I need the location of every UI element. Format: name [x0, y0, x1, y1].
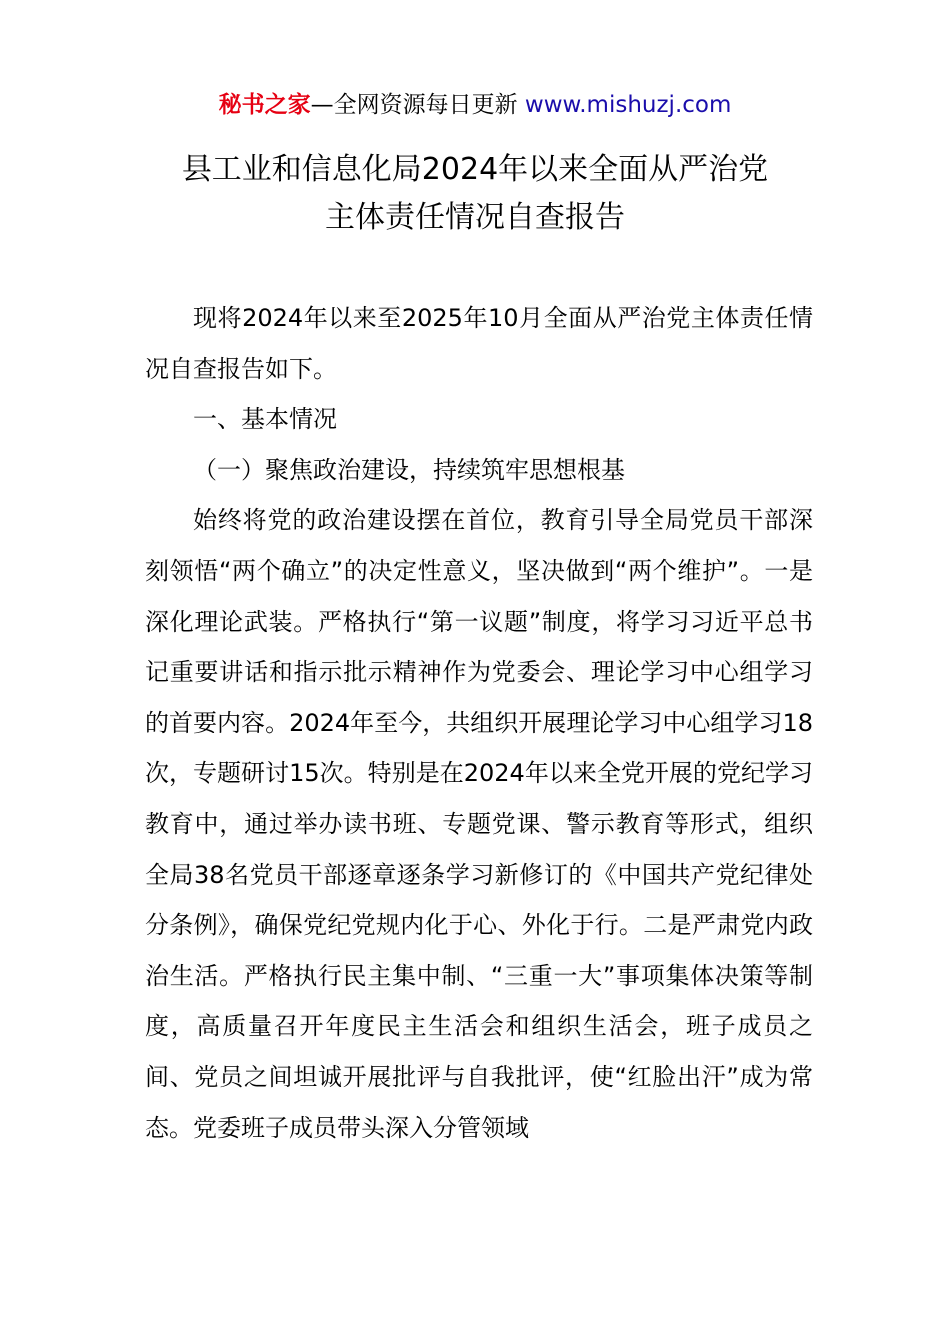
brand-name: 秘书之家 [218, 92, 311, 118]
site-url-link[interactable]: www.mishuzj.com [524, 92, 732, 118]
document-title [0, 146, 950, 242]
title-line-1: 县工业和信息化局2024年以来全面从严治党 [181, 152, 769, 187]
body-paragraph: 始终将党的政治建设摆在首位，教育引导全局党员干部深刻领悟“两个确立”的决定性意义，坚决做到“两个维护”。一是深化理论武装。严格执行“第一议题”制度，将学习习近平总书记重要讲话和指示批示精神作为党委会、理论学习中心组学习的首要内容。2024年至今，共组织开展理论学习中心组学习18次，专题研讨15次。特别是在2024年以来全党开展的党纪学习教育中，通过举办读书班、专题党课、警示教育等形式，组织全局38名党员干部逐章逐条学习新修订的《中国共产党纪律处分条例》，确保党纪党规内化于心、外化于行。二是严肃党内政治生活。严格执行民主集中制、“三重一大”事项集体决策等制度，高质量召开年度民主生活会和组织生活会，班子成员之间、党员之间坦诚开展批评与自我批评，使“红脸出汗”成为常态。党委班子成员带头深入分管领域 [145, 506, 813, 1142]
title-line-2: 主体责任情况自查报告 [325, 200, 625, 235]
document-body [145, 293, 813, 1153]
site-header [0, 88, 950, 122]
header-slogan: —全网资源每日更新 [310, 92, 518, 118]
intro-paragraph: 现将2024年以来至2025年10月全面从严治党主体责任情况自查报告如下。 [145, 304, 813, 383]
section-heading: 一、基本情况 [193, 405, 337, 434]
subsection-heading: （一）聚焦政治建设，持续筑牢思想根基 [193, 455, 625, 484]
